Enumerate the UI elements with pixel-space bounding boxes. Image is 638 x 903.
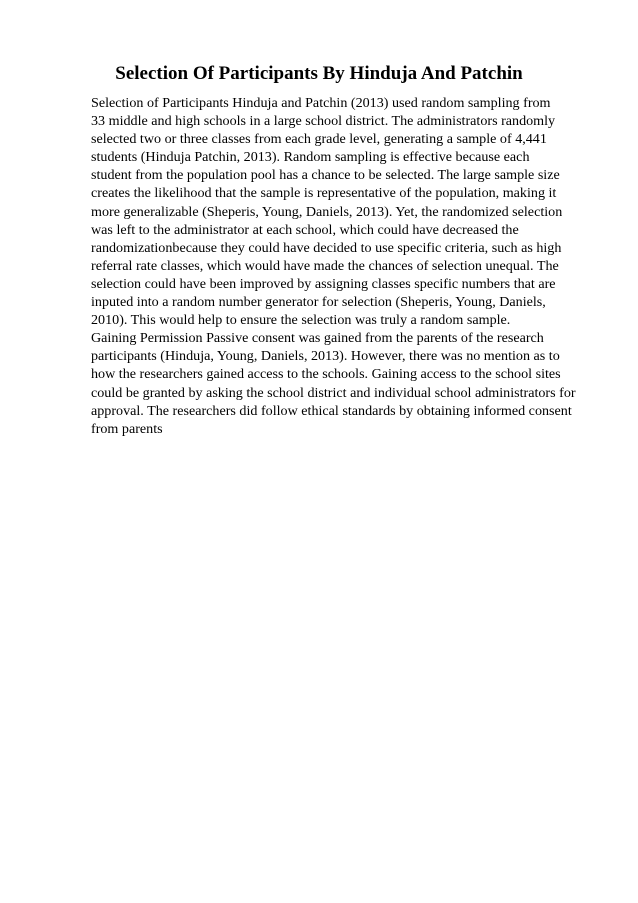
document-body: [91, 94, 591, 438]
body-line: participants (Hinduja, Young, Daniels, 2013). However, there was no mention as to: [91, 348, 560, 365]
body-line: Gaining Permission Passive consent was gained from the parents of the research: [91, 330, 544, 347]
body-line: selected two or three classes from each grade level, generating a sample of 4,441: [91, 131, 547, 148]
body-line: inputed into a random number generator for selection (Sheperis, Young, Daniels,: [91, 294, 546, 311]
body-line: selection could have been improved by assigning classes specific numbers that are: [91, 275, 556, 292]
body-line: 33 middle and high schools in a large school district. The administrators randomly: [91, 113, 556, 130]
body-line: student from the population pool has a chance to be selected. The large sample size: [91, 167, 560, 184]
body-line: how the researchers gained access to the schools. Gaining access to the school sites: [91, 366, 561, 383]
body-line: more generalizable (Sheperis, Young, Daniels, 2013). Yet, the randomized selection: [91, 203, 563, 220]
body-line: could be granted by asking the school district and individual school administrators for: [91, 384, 576, 401]
body-line: was left to the administrator at each school, which could have decreased the: [91, 221, 519, 238]
body-line: 2010). This would help to ensure the selection was truly a random sample.: [91, 312, 511, 329]
body-line: approval. The researchers did follow ethical standards by obtaining informed consent: [91, 402, 572, 419]
body-line: Selection of Participants Hinduja and Patchin (2013) used random sampling from: [91, 95, 551, 111]
body-line: students (Hinduja Patchin, 2013). Random sampling is effective because each: [91, 149, 530, 166]
body-line: creates the likelihood that the sample is representative of the population, making it: [91, 185, 557, 202]
body-line: referral rate classes, which would have made the chances of selection unequal. The: [91, 257, 559, 274]
body-line: randomizationbecause they could have decided to use specific criteria, such as high: [91, 239, 562, 256]
document-title: Selection Of Participants By Hinduja And Patchin: [115, 63, 523, 84]
body-line: from parents: [91, 420, 163, 437]
